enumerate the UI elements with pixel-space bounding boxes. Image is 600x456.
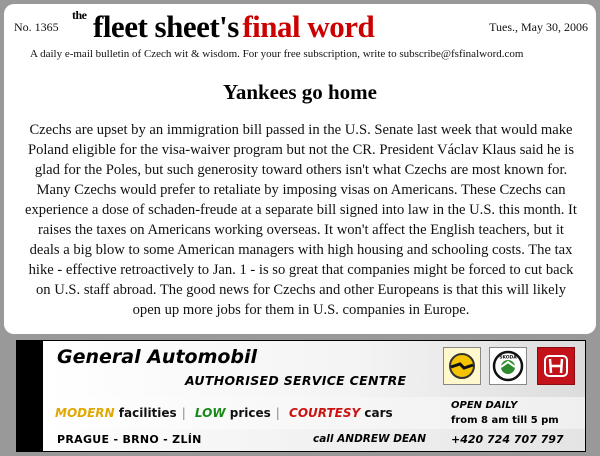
ad-service-title: AUTHORISED SERVICE CENTRE bbox=[185, 373, 407, 388]
ad-contact-row bbox=[43, 429, 585, 451]
ad-header bbox=[43, 341, 585, 397]
ad-cities: PRAGUE - BRNO - ZLÍN bbox=[57, 433, 202, 446]
ad-features-row bbox=[43, 397, 585, 429]
issue-date: Tues., May 30, 2006 bbox=[489, 20, 588, 34]
feature-separator: | bbox=[181, 406, 186, 420]
logo-accent: final word bbox=[242, 9, 375, 44]
opel-logo-icon bbox=[443, 347, 481, 385]
skoda-logo-text: ŠKODA bbox=[499, 355, 517, 361]
feature-separator: | bbox=[275, 406, 280, 420]
honda-logo-icon bbox=[537, 347, 575, 385]
ad-contact-name: call ANDREW DEAN bbox=[313, 433, 427, 445]
feature-low-highlight: LOW bbox=[194, 406, 226, 420]
advertisement-banner[interactable] bbox=[16, 340, 586, 452]
ad-features bbox=[55, 406, 393, 420]
logo-prefix: the bbox=[72, 8, 87, 22]
newsletter-card bbox=[4, 4, 596, 334]
feature-modern-highlight: MODERN bbox=[55, 406, 115, 420]
feature-modern-text: facilities bbox=[118, 406, 177, 420]
ad-sidebar-stripe bbox=[17, 341, 43, 451]
ad-hours-label: OPEN DAILY bbox=[451, 400, 518, 411]
issue-number: No. 1365 bbox=[14, 20, 59, 34]
feature-low-text: prices bbox=[229, 406, 271, 420]
feature-courtesy-highlight: COURTESY bbox=[289, 406, 361, 420]
masthead bbox=[14, 10, 588, 50]
article-body: Czechs are upset by an immigration bill passed in the U.S. Senate last week that would make Poland eligible for the visa-waiver program but not the CR. President Václav Klaus said he is glad for the Poles, but such generosity toward others isn't what Czechs are most known for. Many Czechs would prefer to retaliate by imposing visas on Americans. These Czechs can experience a dose of schaden-freude at a separate bill signed into law in the U.S. this month. It raises the taxes on Americans working overseas. It won't affect the English teachers, but it deals a big blow to some American managers with high housing and schooling costs. The tax hike - effective retroactively to Jan. 1 - is so great that companies might be forced to cut back on U.S. staff abroad. The good news for Czechs and other Europeans is that this will likely open up more jobs for them in U.S. companies in Europe. bbox=[25, 122, 577, 318]
ad-phone-number[interactable]: +420 724 707 797 bbox=[451, 433, 564, 446]
ad-hours: from 8 am till 5 pm bbox=[451, 415, 559, 426]
ad-company-name: General Automobil bbox=[57, 346, 258, 368]
tagline: A daily e-mail bulletin of Czech wit & wisdom. For your free subscription, write to subscribe@fsfinalword.com bbox=[30, 48, 524, 60]
logo-main: fleet sheet's bbox=[93, 9, 239, 44]
newsletter-logo[interactable] bbox=[72, 8, 374, 45]
skoda-logo-icon bbox=[489, 347, 527, 385]
feature-courtesy-text: cars bbox=[364, 406, 393, 420]
article-headline: Yankees go home bbox=[222, 80, 377, 104]
